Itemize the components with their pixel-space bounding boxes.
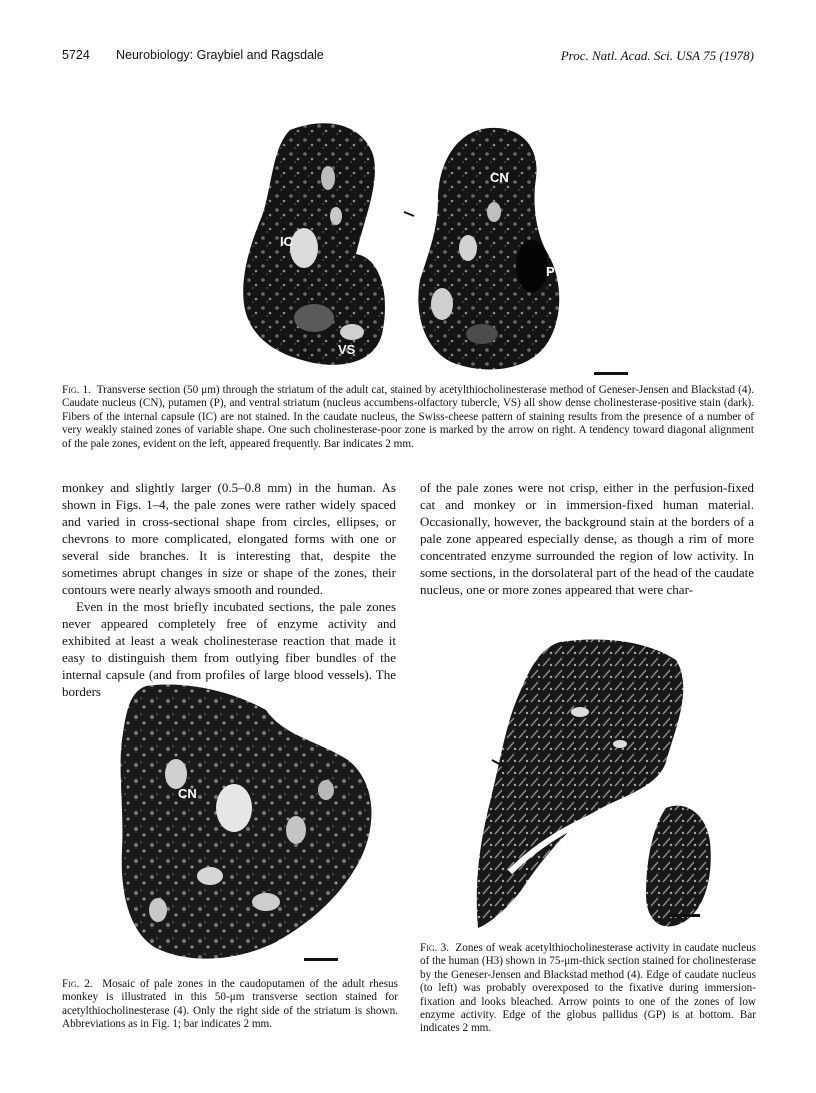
body-column-right: [420, 479, 754, 598]
page-number: 5724: [62, 48, 90, 62]
figure-1-label-ic: IC: [280, 234, 293, 249]
figure-1-micrograph: [232, 108, 638, 380]
body-paragraph: monkey and slightly larger (0.5–0.8 mm) in the human. As shown in Figs. 1–4, the pale zones were rather widely spaced and varied in cross-sectional shape from circles, ellipses, or chevrons to more complicated, elongated forms with one or several side branches. It is interesting that, despite the sometimes abrupt changes in size or shape of the zones, their contours were nearly always smooth and rounded.: [62, 480, 396, 597]
figure-3-caption: [420, 942, 756, 1036]
figure-2-caption-lead: Fig. 2.: [62, 978, 93, 990]
figure-1-caption: [62, 384, 754, 451]
figure-1-caption-text: Transverse section (50 μm) through the striatum of the adult cat, stained by acetylthiocholinesterase method of Geneser-Jensen and Blackstad (4). Caudate nucleus (CN), putamen (P), and ventral striatum (nucleus accumbens-olfactory tubercle, VS) all show dense cholinesterase-positive stain (dark). Fibers of the internal capsule (IC) are not stained. In the caudate nucleus, the Swiss-cheese pattern of staining results from the presence of a number of very weakly stained zones of variable shape. One such cholinesterase-poor zone is marked by the arrow on right. A tendency toward diagonal alignment of the pale zones, evident on the left, appeared frequently. Bar indicates 2 mm.: [62, 384, 754, 450]
figure-2-caption: [62, 978, 398, 1032]
figure-3-image: [470, 632, 714, 936]
figure-2-micrograph: [116, 680, 382, 970]
figure-1-label-p: P: [546, 264, 555, 279]
figure-2-caption-text: Mosaic of pale zones in the caudoputamen of the adult rhesus monkey is illustrated in this 50-μm transverse section stained for acetylthiocholinesterase (4). Only the right side of the striatum is shown. Abbreviations as in Fig. 1; bar indicates 2 mm.: [62, 978, 398, 1031]
body-column-left: [62, 479, 396, 700]
figure-3-micrograph: [470, 632, 714, 936]
running-title: Neurobiology: Graybiel and Ragsdale: [116, 48, 324, 62]
figure-2-label-cn: CN: [178, 786, 197, 801]
figure-3-caption-lead: Fig. 3.: [420, 942, 450, 954]
body-paragraph: of the pale zones were not crisp, either in the perfusion-fixed cat and monkey or in immersion-fixed human material. Occasionally, however, the background stain at the borders of a pale zone appeared especially dense, as though a rim of more concentrated enzyme surrounded the region of low activity. In some sections, in the dorsolateral part of the head of the caudate nucleus, one or more zones appeared that were char-: [420, 480, 754, 597]
journal-citation: Proc. Natl. Acad. Sci. USA 75 (1978): [560, 48, 754, 63]
figure-1-label-vs: VS: [338, 342, 356, 357]
figure-3-caption-text: Zones of weak acetylthiocholinesterase activity in caudate nucleus of the human (H3) shown in 75-μm-thick section stained for cholinesterase by the Geneser-Jensen and Blackstad method (4). Edge of caudate nucleus (to left) was probably overexposed to the fixative during immersion-fixation and looks bleached. Arrow points to one of the zones of low enzyme activity. Edge of the globus pallidus (GP) is at bottom. Bar indicates 2 mm.: [420, 942, 757, 1035]
page-header: [62, 48, 754, 66]
figure-1-caption-lead: Fig. 1.: [62, 384, 91, 396]
figure-3-label-gp: GP: [602, 892, 621, 907]
figure-1-image: [232, 108, 638, 380]
body-paragraph: Even in the most briefly incubated sections, the pale zones never appeared completely free of enzyme activity and exhibited at least a weak cholinesterase reaction that made it easy to distinguish them from outlying fiber bundles of the internal capsule (and from profiles of large blood vessels). The borders: [62, 599, 396, 699]
figure-1-label-cn: CN: [490, 170, 509, 185]
figure-2-image: [116, 680, 382, 970]
